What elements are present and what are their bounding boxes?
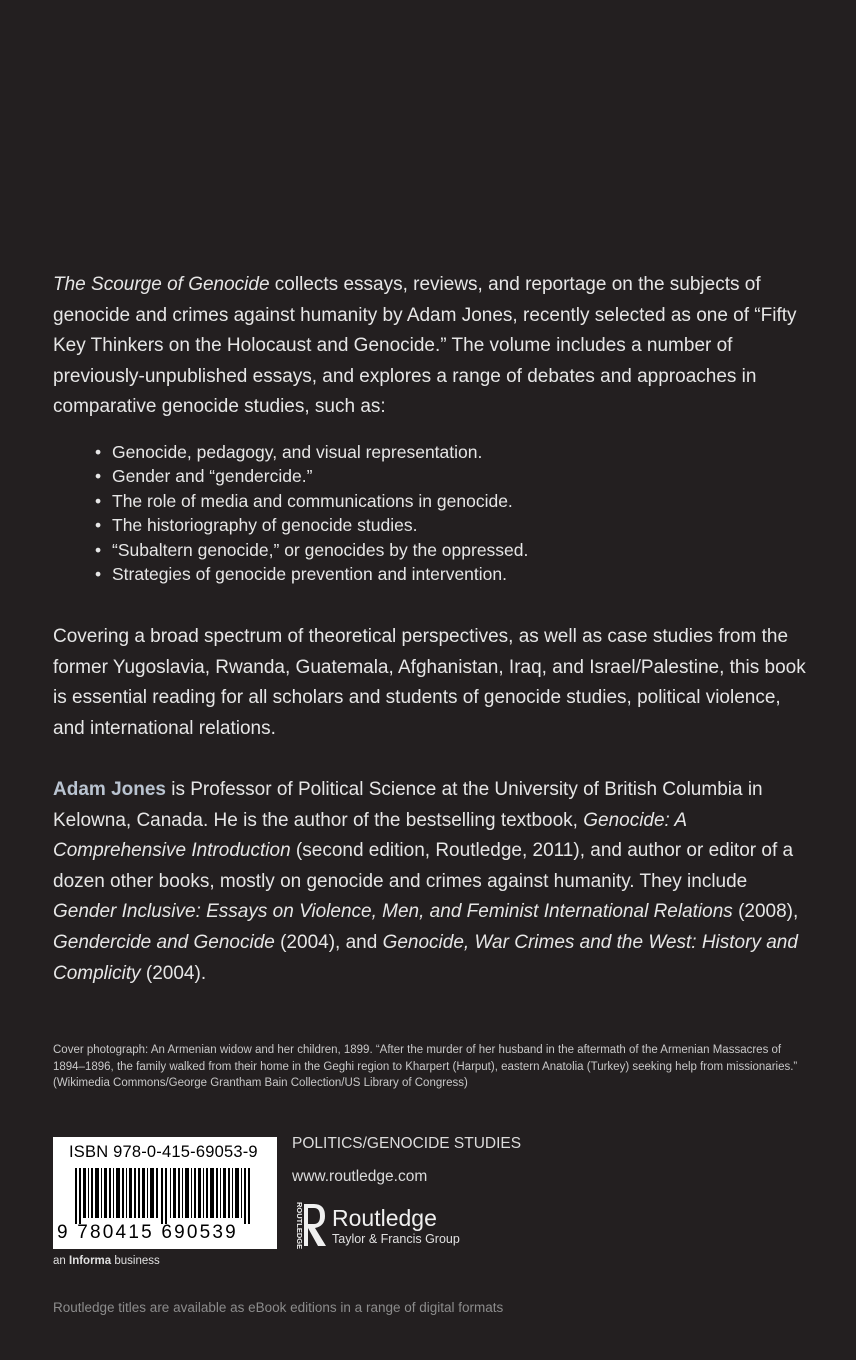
publisher-name: Routledge (332, 1205, 437, 1231)
isbn-barcode-box (53, 1137, 277, 1249)
book-title-2: Gender Inclusive: Essays on Violence, Men, and Feminist International Relations (53, 901, 733, 923)
informa-brand: Informa (69, 1255, 112, 1267)
routledge-r-icon (304, 1204, 326, 1246)
barcode-digits: 9 780415 690539 (57, 1222, 238, 1243)
bio-text: (2004). (140, 962, 207, 984)
isbn-label: ISBN 978-0-415-69053-9 (69, 1143, 258, 1161)
routledge-vertical-text: ROUTLEDGE (295, 1202, 304, 1250)
book-title-1: Genocide: A Comprehensive Introduction (53, 809, 687, 862)
book-title-4: Genocide, War Crimes and the West: History and Complicity (53, 931, 798, 984)
informa-suffix: business (111, 1255, 160, 1267)
bio-text: (2008), (732, 901, 799, 923)
list-item: • The role of media and communications in genocide. (112, 489, 528, 513)
coverage-paragraph: Covering a broad spectrum of theoretical perspectives, as well as case studies from the former Yugoslavia, Rwanda, Guatemala, Afghanistan, Iraq, and Israel/Palestine, this book is essential reading for all scholars and students of genocide studies, political violence, and international relations. (53, 626, 806, 739)
subject-category: POLITICS/GENOCIDE STUDIES (292, 1135, 522, 1152)
publisher-group: Taylor & Francis Group (332, 1232, 460, 1246)
book-title-3: Gendercide and Genocide (53, 931, 275, 953)
author-bio (53, 775, 813, 989)
bio-text: (2004), and (274, 931, 383, 953)
publisher-website[interactable]: www.routledge.com (292, 1168, 428, 1185)
informa-business-label (53, 1255, 160, 1267)
book-description (53, 270, 813, 423)
topics-list (112, 440, 528, 586)
list-item: • Genocide, pedagogy, and visual representation. (112, 440, 528, 464)
cover-photo-credit: Cover photograph: An Armenian widow and her children, 1899. “After the murder of her husband in the aftermath of the Armenian Massacres of 1894–1896, the family walked from their home in the Geghi region to Kharpert (Harput), eastern Anatolia (Turkey) seeking help from missionaries.” (Wikimedia Commons/George Grantham Bain Collection/US Library of Congress) (53, 1044, 798, 1089)
list-item: • “Subaltern genocide,” or genocides by the oppressed. (112, 538, 528, 562)
bio-text: (second edition, Routledge, 2011), and author or editor of a dozen other books, mostly on genocide and crimes against humanity. They include (53, 840, 794, 892)
barcode-icon (75, 1168, 265, 1224)
list-item: • Gender and “gendercide.” (112, 464, 528, 488)
bio-text: is Professor of Political Science at the University of British Columbia in Kelowna, Canada. He is the author of the bestselling textbook, (53, 779, 763, 831)
book-title: The Scourge of Genocide (53, 274, 270, 295)
informa-prefix: an (53, 1255, 69, 1267)
author-name: Adam Jones (53, 779, 166, 800)
description-text: collects essays, reviews, and reportage on the subjects of genocide and crimes against humanity by Adam Jones, recently selected as one of “Fifty Key Thinkers on the Holocaust and Genocide.” The volume includes a number of previously-unpublished essays, and explores a range of debates and approaches in comparative genocide studies, such as: (53, 274, 797, 418)
list-item: • The historiography of genocide studies. (112, 513, 528, 537)
ebook-note: Routledge titles are available as eBook editions in a range of digital formats (53, 1300, 504, 1315)
list-item: • Strategies of genocide prevention and intervention. (112, 562, 528, 586)
